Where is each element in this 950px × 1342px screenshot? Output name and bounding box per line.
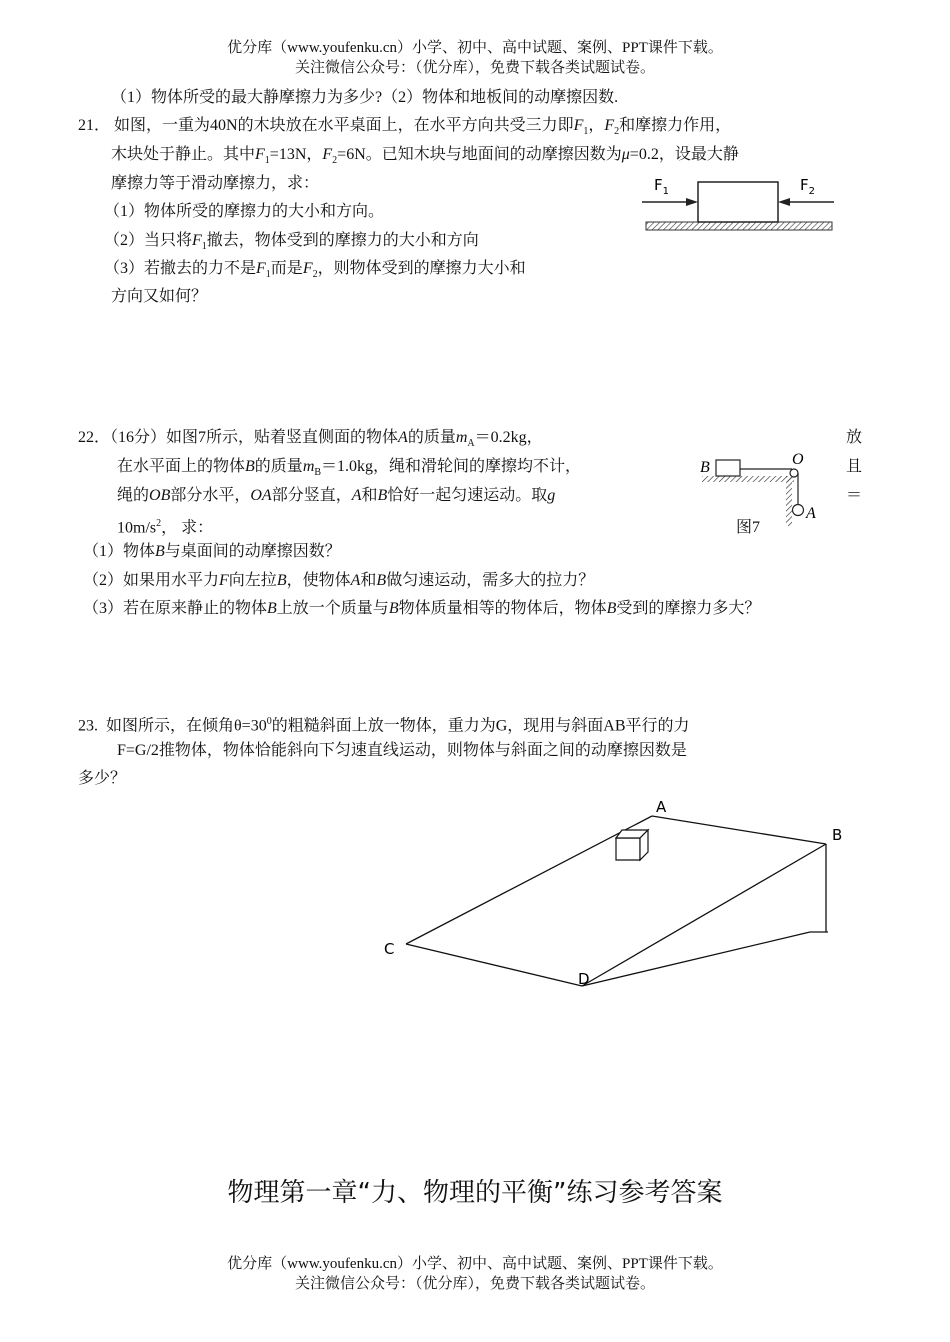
q22-fig-caption: 图7	[736, 519, 761, 536]
label-c: C	[384, 940, 395, 958]
q21-line-3: 摩擦力等于滑动摩擦力，求：	[111, 175, 320, 192]
q22-text: 物体质量相等的物体后，物体	[398, 600, 607, 617]
sym-m: m	[455, 429, 468, 446]
q22-text: ＝1.0kg，绳和滑轮间的摩擦均不计，	[321, 458, 582, 475]
cube-front	[616, 838, 640, 860]
q22-text: 做匀速运动，需多大的拉力？	[386, 572, 595, 589]
q21-part-3	[104, 259, 526, 285]
sym-b: B	[267, 600, 277, 617]
sub-1: 1	[201, 241, 207, 253]
edge-ab	[652, 816, 826, 844]
ground	[646, 222, 832, 230]
q22-text: 上放一个质量与	[276, 600, 389, 617]
sym-f: F	[255, 146, 265, 163]
q21-text: =6N。已知木块与地面间的动摩擦因数为	[337, 146, 622, 163]
sym-a: A	[350, 572, 361, 589]
block-a	[793, 505, 804, 516]
sub-2: 2	[332, 155, 338, 167]
q21-text: 而是	[270, 260, 303, 277]
q22-text: （1）物体	[83, 543, 156, 560]
sym-f: F	[256, 260, 266, 277]
q22-text: 的质量	[407, 429, 456, 446]
q22-right-3: ＝	[846, 487, 863, 504]
q23-text: 的粗糙斜面上放一物体，重力为G，现用与斜面AB平行的力	[271, 717, 690, 735]
sym-g: g	[547, 487, 556, 504]
label-b: B	[832, 826, 843, 844]
sym-m: m	[302, 458, 315, 475]
sym-f: F	[219, 572, 229, 589]
q22-text: （3）若在原来静止的物体	[83, 600, 268, 617]
header-line-2: 关注微信公众号：（优分库），免费下载各类试题试卷。	[294, 60, 655, 76]
q22-part-1	[83, 542, 341, 562]
sub-2: 2	[614, 126, 620, 138]
q22-text: ＝0.2kg，	[474, 429, 543, 446]
header-line-1: 优分库（www.youfenku.cn）小学、初中、高中试题、案例、PPT课件下载。	[227, 40, 723, 56]
sub-2: 2	[312, 269, 318, 281]
q22-line-2	[117, 457, 581, 483]
q22-text: 向左拉	[228, 572, 277, 589]
sym-b: B	[276, 572, 287, 589]
sub-1: 1	[265, 269, 271, 281]
sup-2: 2	[156, 518, 162, 529]
q22-text: 的质量	[254, 458, 303, 475]
q22-text: 与桌面间的动摩擦因数？	[164, 543, 341, 560]
sym-f: F	[322, 146, 333, 163]
q22-right-2: 且	[846, 458, 863, 475]
sym-a: A	[351, 487, 362, 504]
edge-db	[582, 844, 826, 986]
q21-number: 21．	[78, 117, 111, 134]
sym-b: B	[388, 600, 399, 617]
q21-line-1: 21． 如图，一重为40N的木块放在水平桌面上，在水平方向共受三力即$F_1$，$F_2$和摩擦力作用，	[78, 117, 732, 138]
f2-arrowhead	[778, 198, 790, 206]
q22-text: （16分）如图7所示，贴着竖直侧面的物体	[110, 429, 399, 446]
q22-text: 部分水平，	[170, 487, 251, 504]
edge-ca	[406, 816, 652, 944]
q22-text: （2）如果用水平力	[83, 572, 220, 589]
q22-text: 恰好一起匀速运动。取	[387, 487, 548, 504]
label-d: D	[578, 970, 590, 988]
q22-text: 受到的摩擦力多大？	[616, 600, 761, 617]
table-side	[786, 476, 792, 526]
q21-part-2	[104, 231, 479, 257]
sym-f: F	[192, 232, 202, 249]
q22-text: 绳的	[117, 487, 150, 504]
q23-text: 如图所示，在倾角θ=30	[106, 717, 267, 735]
sub-1: 1	[583, 126, 589, 138]
q22-text: 部分竖直，	[271, 487, 352, 504]
q21-part-3-cont: 方向又如何？	[111, 288, 208, 305]
sym-f: F	[604, 117, 615, 134]
q22-right-1: 放	[846, 429, 863, 446]
q22-line-3	[117, 486, 555, 506]
footer-line-2: 关注微信公众号：（优分库），免费下载各类试题试卷。	[294, 1276, 655, 1292]
label-b: B	[700, 459, 710, 476]
sym-f: F	[302, 260, 313, 277]
block-b	[716, 460, 740, 476]
sub-a: A	[467, 438, 475, 450]
q21-text: 撤去，物体受到的摩擦力的大小和方向	[206, 232, 479, 249]
sub-1: 1	[264, 155, 270, 167]
q23-number: 23.	[78, 717, 98, 735]
sup-0: 0	[266, 716, 272, 727]
q21-text: （2）当只将	[104, 232, 193, 249]
sub-b: B	[314, 467, 322, 479]
q22-text: 和	[361, 487, 378, 504]
q21-text: 木块处于静止。其中	[111, 146, 256, 163]
q22-text: 和	[360, 572, 377, 589]
sym-b: B	[155, 543, 165, 560]
q23-line-3: 多少？	[78, 770, 127, 787]
q23-line-2: F=G/2推物体，物体恰能斜向下匀速直线运动，则物体与斜面之间的动摩擦因数是	[117, 742, 687, 759]
sym-ob: OB	[149, 487, 171, 504]
sym-f: F	[573, 117, 584, 134]
sym-mu: μ	[621, 146, 630, 163]
q22-line-1	[78, 428, 543, 454]
label-a: A	[806, 505, 816, 522]
q22-line-4	[117, 514, 213, 538]
q21-text: =0.2，设最大静	[629, 146, 739, 163]
edge-base	[582, 932, 810, 986]
sym-b: B	[245, 458, 255, 475]
table-surface	[702, 476, 794, 482]
q22-text: ， 求：	[161, 519, 214, 537]
q21-part-1: （1）物体所受的摩擦力的大小和方向。	[104, 203, 385, 220]
sym-oa: OA	[250, 487, 272, 504]
wood-block	[698, 182, 778, 222]
q22-text: 在水平面上的物体	[117, 458, 246, 475]
footer-line-1: 优分库（www.youfenku.cn）小学、初中、高中试题、案例、PPT课件下载。	[227, 1256, 723, 1272]
f1-label: $F_1$	[654, 176, 670, 197]
pulley	[790, 469, 798, 477]
sym-b: B	[377, 487, 388, 504]
q21-text: （3）若撤去的力不是	[104, 260, 257, 277]
q21-text: 和摩擦力作用，	[619, 117, 732, 134]
answer-title: 物理第一章“力、物理的平衡”练习参考答案	[227, 1178, 723, 1208]
q21-text: ，则物体受到的摩擦力大小和	[317, 260, 526, 277]
sym-a: A	[398, 429, 408, 446]
q23-incline-figure	[370, 790, 850, 1000]
q22-part-3	[83, 599, 760, 619]
f1-arrowhead	[686, 198, 698, 206]
f2-label: $F_2$	[800, 176, 816, 197]
q23-line-1	[78, 712, 690, 736]
sym-b: B	[376, 572, 387, 589]
label-a: A	[656, 798, 667, 816]
edge-cd	[406, 944, 582, 986]
q22-text: ，使物体	[286, 572, 351, 589]
q21-block-figure	[640, 168, 840, 234]
q21-text: =13N，	[269, 146, 323, 163]
label-o: O	[792, 451, 804, 468]
q22-pulley-figure	[696, 448, 836, 544]
q22-number: 22．	[78, 429, 111, 446]
q21-text: 如图，一重为40N的木块放在水平桌面上，在水平方向共受三力即	[114, 117, 574, 134]
q22-part-2	[83, 571, 594, 591]
q20-tail: （1）物体所受的最大静摩擦力为多少?（2）物体和地板间的动摩擦因数.	[111, 89, 619, 106]
sym-b: B	[606, 600, 617, 617]
q22-text: 10m/s	[117, 519, 157, 537]
